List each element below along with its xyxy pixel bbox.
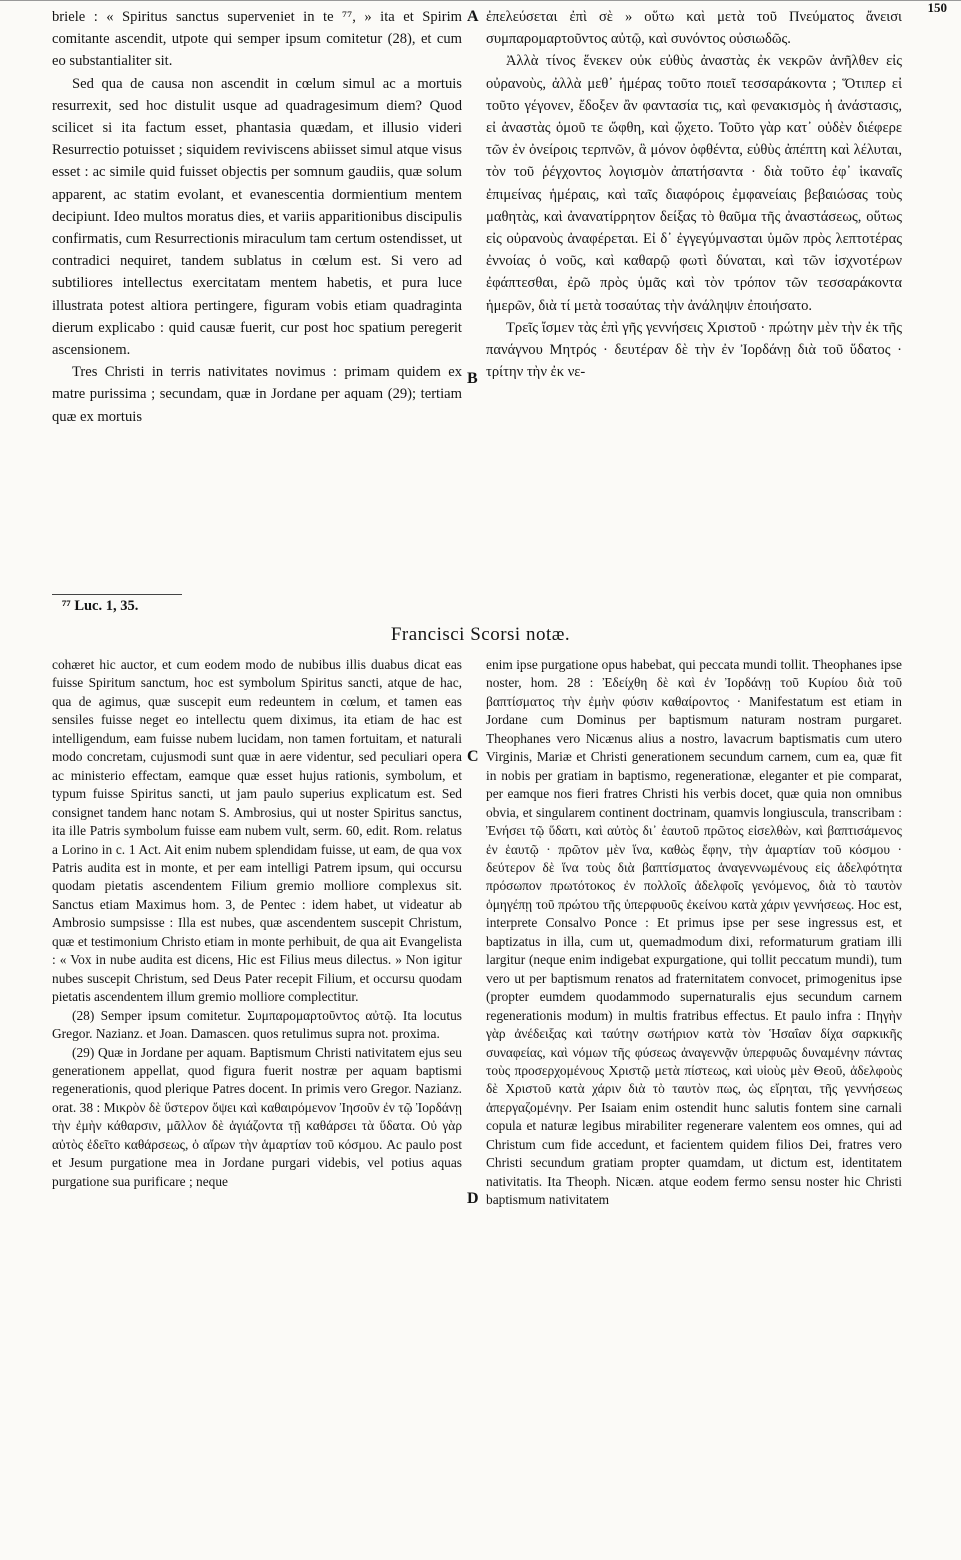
latin-paragraph: Tres Christi in terris nativitates novimus : primam quidem ex matre purissima ; secundam, quæ in Jordane per aquam (29); tertiam quæ ex mortuis [52,364,462,425]
greek-text-column [486,6,902,584]
footnote-rule [52,594,182,595]
note-paragraph: cohæret hic auctor, et cum eodem modo de nubibus illis duabus dicat eas fuisse Spiritum sanctum, hoc est symbolum Spiritus sancti, atque de hac, qua de agimus, quæ suscepit eum redeuntem in cœlum, et tamen eas sensiles fuisse neget eo intellectu quem diximus, ita etiam de hac est intelligendum, eam fuisse nubem lucidam, non tamen fortuitam, et naturali modo concretam, cujusmodi sunt quæ in aere videntur, sed peculiari opera ac ministerio effectam, eamque quæ esset hujus rationis, symbolum, et typum fuisse Spiritus sancti, ut jam paulo superius explicatum est. Sed consignet tandem hanc notam S. Ambrosius, qui ut noster Spiritus sanctus, ita ille Patris symbolum fuisse eam nubem vult, serm. 60, edit. Rom. relatus a Lorino in c. 1 Act. Ait enim nubem splendidam fuisse, ut eam, de qua vox Patris audita est in monte, et per eam intelligi Patrem ipsum, qui occursu quodam pietatis ascendentem Filium gremio molliore complexus sit. Sanctus etiam Maximus hom. 3, de Pentec : idem habet, ut videatur ab Ambrosio sumpsisse : Illa est nubes, quæ ascendentem suscepit Christum, quæ et testimonium Christo etiam in monte perhibuit, de qua ait Evangelista : « Vox in nube audita est dicens, Hic est Filius meus dilectus. » Non igitur nubes suscepit Christum, sed Deus Pater recepit Filium, et occursu quodam pietatis ascendentem illum gremio molliore complectitur. [52,657,462,1005]
greek-paragraph: Ἀλλὰ τίνος ἕνεκεν οὐκ εὐθὺς ἀναστὰς ἐκ νεκρῶν ἀνῆλθεν εἰς οὐρανοὺς, ἀλλὰ μεθ᾽ ἡμέρας τοῦτο ποιεῖ τεσσαράκοντα ; Ὅτιπερ εἰ τοῦτο γέγονεν, ἔδοξεν ἂν φαντασία τις, καὶ φενακισμὸς ἡ ἀνάστασις, εἰ ἀναστὰς ὁμοῦ τε ὤφθη, καὶ ᾤχετο. Τοῦτο γὰρ κατ᾽ οὐδὲν διέφερε τῶν ἐν ὀνείροις τερπνῶν, ἃ μόνον ὀφθέντα, εὐθὺς ἀπέπτη καὶ λέλυται, τὸν τοῦ ῥέγχοντος λογισμὸν ἀπατήσαντα · διὰ τοῦτο ἐφ᾽ ἱκαναῖς ἐπιμείνας ἡμέραις, καὶ ταῖς διαφόροις ἐμφανείαις βεβαιώσας τοὺς μαθητὰς, καὶ ἀνανατίρρητον δείξας τὸ θαῦμα τῆς ἀναστάσεως, οὕτως εἰς οὐρανοὺς ἀναφέρεται. Εἰ δ᾽ ἐγγεγύμνασται ὑμῶν πρὸς λεπτοτέρας ἐννοίας ὁ νοῦς, καὶ καθαρῷ φωτὶ δύναται, καὶ τῶν ἰσχνοτέρων ἐφάπτεσθαι, ἐρῶ πρὸς ὑμᾶς καὶ τὸν τρόπον τῶν τεσσαράκοντα ἡμερῶν, διὰ τί μετὰ τοσαύτας τὴν ἀνάληψιν ἐποιήσατο. [486,53,902,314]
latin-text-column [52,6,462,590]
note-paragraph: enim ipse purgatione opus habebat, qui peccata mundi tollit. Theophanes ipse noster, hom. 28 : Ἐδείχθη δὲ καὶ ἐν Ἰορδάνῃ τοῦ Κυρίου διὰ τοῦ βαπτίσματος τὴν ἐμὴν φύσιν καθαίροντος · Manifestatum est etiam in Jordane cum Dominus per baptismum naturam nostram purgaret. Theophanes vero Nicænus alius a nostro, lavacrum baptismatis cum utero Virginis, Mariæ et Christi generationem secundum carnem, cum ea, quæ fit in nobis per gratiam in baptismo, regenerationæ, eleganter et pie comparat, per eamque nos fieri fratres Christi his verbis docet, quæ quia non omnibus obvia, et singularem continent doctrinam, quamvis longiuscula, transcribam : Ἐνήσει τῷ ὕδατι, καὶ αὐτὸς δι᾽ ἑαυτοῦ πρῶτος εἰσελθὼν, καὶ βαπτισάμενος ἐν ἑαυτῷ · πρῶτον μὲν ἵνα, καθὼς ἔφην, τὴν ἁμαρτίαν τοῦ κόσμου · δεύτερον δὲ ἵνα τοὺς διὰ βαπτίσματος ἀναγεννωμένους εἰς ἀδελφότητα πρόσωπον πρωτότοκος ἐν πολλοῖς ἀδελφοῖς γενόμενος, διὰ τὸ ταυτὸν ὁμηγέπῃ τοῦ πρώτου τῆς ὑπερφυοῦς ἐκείνου κατὰ χάριν γεννήσεως. Hoc est, interprete Consalvo Ponce : Et primus ipse per sese ingressus est, et baptizatus in illa, cum ut, quemadmodum dixi, reformaturum gratiam illi largitur (neque enim indigebat expurgatione, qui tollit peccatum mundi), tum vero ut per baptismum renatos ad fraternitatem convocet, primogenitus ipse (propter eumdem quodammodo supernaturalis ejus secundum carnem regenerationis modum) in multis fratribus effectus. Et paulo infra : Πηγὴν γὰρ ἀνέδειξας καὶ ταύτην σωτήριον κατὰ τὸν Ἡσαΐαν δίχα σαρκικῆς συναφείας, καὶ νόμων τῆς φύσεως ἀναγεννᾷν ὑπερφυῶς δυναμένην πάντας τοὺς προσερχομένους Χριστῷ μετὰ πίστεως, καὶ υἱοὺς μὲν Θεοῦ, ἀδελφοὺς δὲ Χριστοῦ κατὰ χάριν διὰ τὸ ταυτὸν πως, ὡς εἴρηται, τῆς γεννήσεως ἀπεργαζομένην. Per Isaiam enim ostendit hunc salutis fontem sine carnali copula et naturæ legibus mirabiliter regenerare valentem eos omnes, qui ad Christum cum fide accedunt, et facientem quidem filios Dei, fratres vero Christi secundum gratiam propter quamdam, ut dictum est, identitatem nativitatis. Ita Theoph. Nicæn. atque eodem fermo sensu noster hic Christi baptismum nativitatem [486,657,902,1208]
latin-paragraph: briele : « Spiritus sanctus superveniet in te ⁷⁷, » ita et Spirim comitante ascendit, utpote qui semper ipsum comitetur (28), et cum eo substantialiter sit. [52,9,462,70]
greek-paragraph: ἐπελεύσεται ἐπὶ σὲ » οὕτω καὶ μετὰ τοῦ Πνεύματος ἄνεισι συμπαρομαρτοῦντος αὐτῷ, καὶ συνόντος οὐσιωδῶς. [486,9,902,48]
margin-letter-b: B [467,370,478,387]
latin-paragraph: Sed qua de causa non ascendit in cœlum simul ac a mortuis resurrexit, sed hoc distulit usque ad quadragesimum diem? Quod scilicet si ita factum esset, phantasia quædam, et illusio videri Resurrectio potuisset ; siquidem reviviscens abiisset simul atque visus esset : ac simile quid fuisset objectis per somnum gaudiis, quæ solum apparent, ac statim evolant, et evanescentia dormientium mentem decipiunt. Ideo multos moratus dies, et variis apparitionibus discipulis confirmatis, cum Resurrectionis miraculum tam certum ostendisset, ut contradici nequiret, tandem sublatus in cœlum est. Si vero ad subtiliores intellectus exercitatam mentem habetis, et pura luce illustrata potest altiora pertingere, figuram vobis etiam quadraginta dierum explicabo : quid causæ fuerit, cur post hoc spatium peregerit ascensionem. [52,75,462,359]
note-paragraph: (28) Semper ipsum comitetur. Συμπαρομαρτοῦντος αὐτῷ. Ita locutus Gregor. Nazianz. et Joan. Damascen. quos retulimus supra not. proxima. [52,1007,462,1042]
top-rule [0,0,961,1]
notes-right-column [486,656,902,1554]
footnote: ⁷⁷ Luc. 1, 35. [62,598,139,614]
note-paragraph: (29) Quæ in Jordane per aquam. Baptismum Christi nativitatem ejus seu generationem appellat, quod figura fuerit nostræ per aquam baptismi regenerationis, quod plerique Patres docent. In primis vero Gregor. Nazianz. orat. 38 : Μικρὸν δὲ ὕστερον ὄψει καὶ καθαιρόμενον Ἰησοῦν ἐν τῷ Ἰορδάνῃ τὴν ἐμὴν κάθαρσιν, μᾶλλον δὲ ἁγιάζοντα τῇ καθάρσει τὰ ὕδατα. Οὐ γὰρ αὐτὸς ἐδεῖτο καθάρσεως, ὁ αἴρων τὴν ἁμαρτίαν τοῦ κόσμου. Ac paulo post et Jesum purgatione mea in Jordane purgari videbis, vel potius aquas purgatione sua purificare ; neque [52,1044,462,1189]
page-number: 150 [927,0,947,15]
margin-letter-d: D [467,1190,479,1207]
notes-heading: Francisci Scorsi notæ. [390,624,571,645]
margin-letter-a: A [467,8,479,25]
notes-left-column [52,656,462,1554]
greek-paragraph: Τρεῖς ἴσμεν τὰς ἐπὶ γῆς γεννήσεις Χριστοῦ · πρώτην μὲν τὴν ἐκ τῆς πανάγνου Μητρός · δευτέραν δὲ τὴν ἐν Ἰορδάνῃ διὰ τοῦ ὕδατος · τρίτην τὴν ἐκ νε- [486,319,902,381]
margin-letter-c: C [467,748,479,765]
